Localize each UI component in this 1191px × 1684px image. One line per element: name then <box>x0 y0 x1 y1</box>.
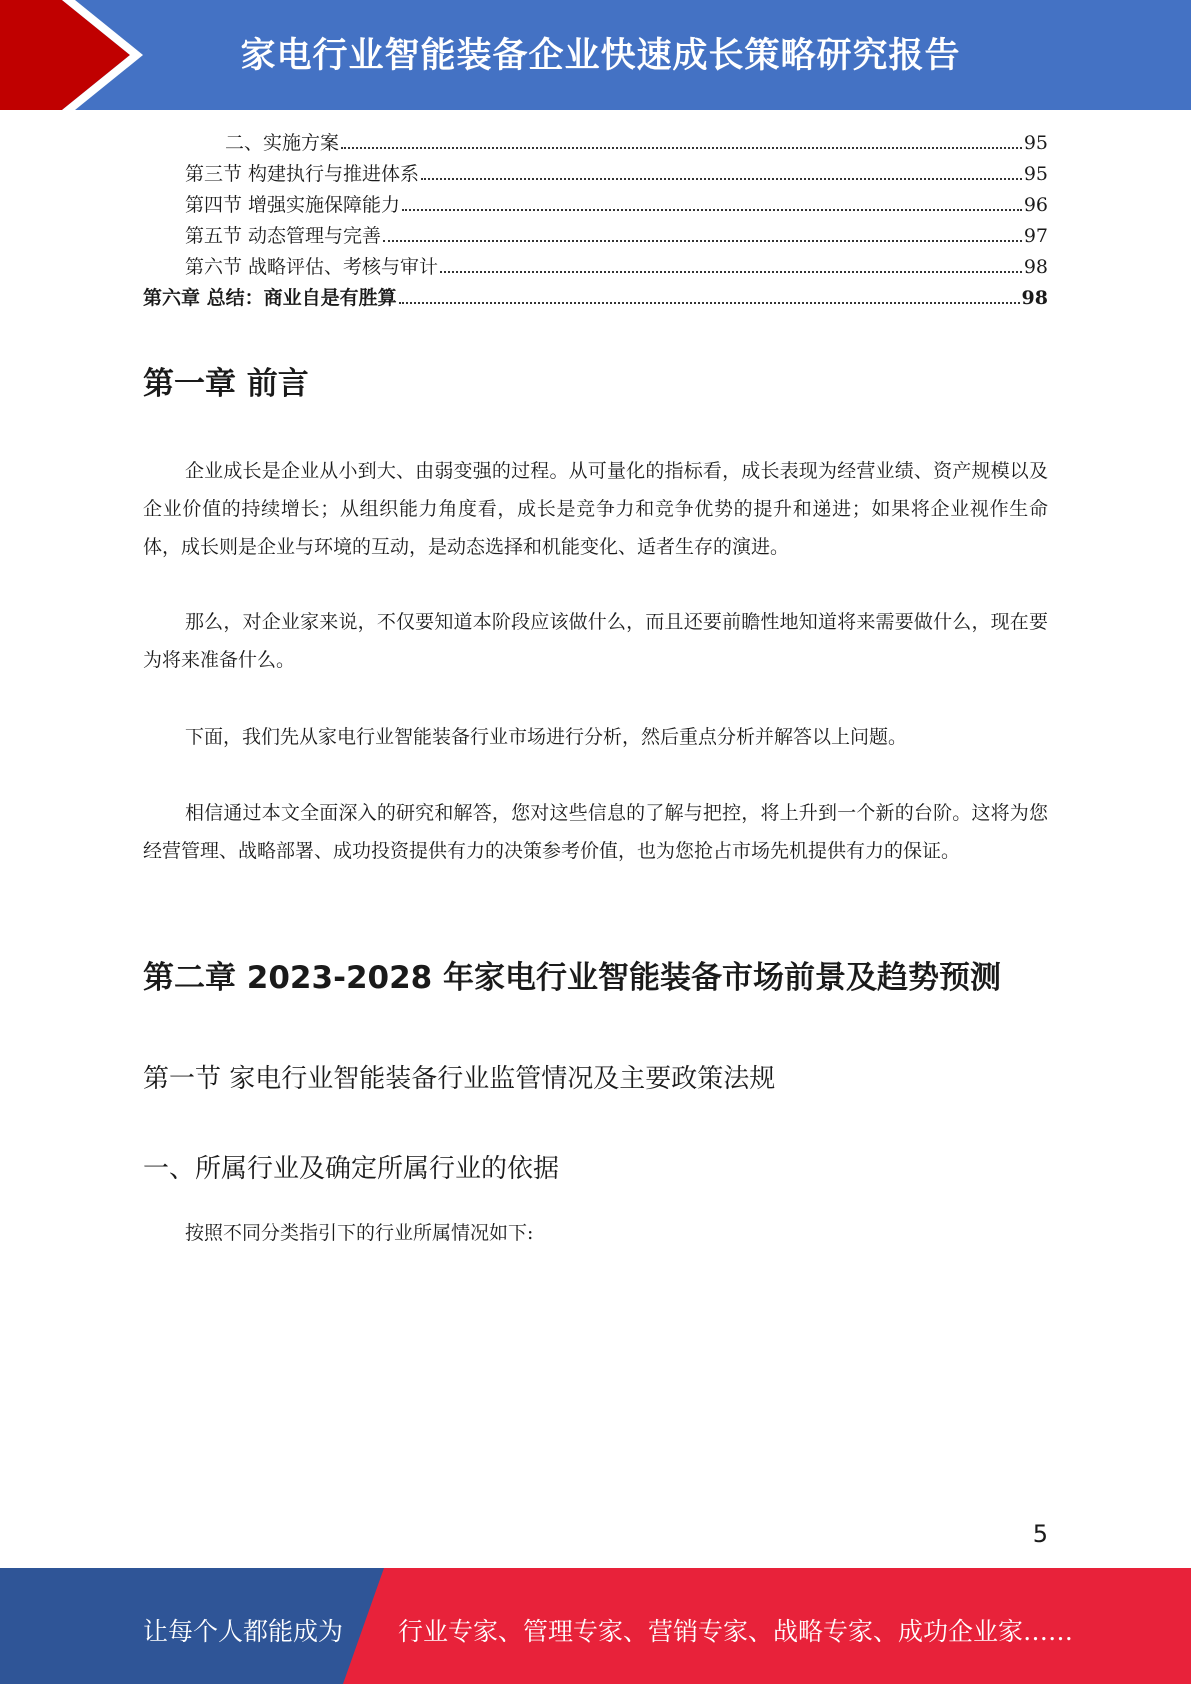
footer-slogan-left: 让每个人都能成为 <box>143 1617 344 1646</box>
toc-entry-label: 第五节 动态管理与完善 <box>185 225 382 247</box>
toc-entry-label: 第三节 构建执行与推进体系 <box>185 163 420 185</box>
toc-entry-page: 95 <box>1023 163 1048 185</box>
toc-entry-page: 98 <box>1021 287 1048 309</box>
paragraph: 相信通过本文全面深入的研究和解答，您对这些信息的了解与把控，将上升到一个新的台阶。这将为您经营管理、战略部署、成功投资提供有力的决策参考价值，也为您抢占市场先机提供有力的保证。 <box>143 802 1048 862</box>
chapter-heading: 第一章 前言 <box>143 366 309 402</box>
toc-entry-label: 第六章 总结：商业自是有胜算 <box>143 287 397 309</box>
toc-entry-page: 96 <box>1023 194 1048 216</box>
toc-entry-label: 第四节 增强实施保障能力 <box>185 194 401 216</box>
subsection-heading: 一、所属行业及确定所属行业的依据 <box>143 1154 560 1184</box>
toc-leader-dots <box>402 209 1022 211</box>
toc-entry[interactable] <box>143 190 1048 221</box>
toc-entry-page: 97 <box>1023 225 1048 247</box>
toc-entry[interactable] <box>143 252 1048 283</box>
section-heading: 第一节 家电行业智能装备行业监管情况及主要政策法规 <box>143 1064 776 1094</box>
page-footer <box>0 1568 1191 1684</box>
toc-leader-dots <box>341 147 1022 149</box>
toc-leader-dots <box>383 240 1022 242</box>
toc-entry-page: 95 <box>1023 132 1048 154</box>
toc-entry-page: 98 <box>1023 256 1048 278</box>
footer-slogan-right: 行业专家、管理专家、营销专家、战略专家、成功企业家…… <box>398 1617 1074 1646</box>
page-header <box>0 0 1191 110</box>
report-title: 家电行业智能装备企业快速成长策略研究报告 <box>240 36 961 76</box>
toc-entry[interactable] <box>143 159 1048 190</box>
paragraph: 下面，我们先从家电行业智能装备行业市场进行分析，然后重点分析并解答以上问题。 <box>185 726 908 748</box>
page-number: 5 <box>1032 1520 1048 1548</box>
paragraph: 那么，对企业家来说，不仅要知道本阶段应该做什么，而且还要前瞻性地知道将来需要做什么，现在要为将来准备什么。 <box>143 611 1048 671</box>
paragraph: 按照不同分类指引下的行业所属情况如下: <box>185 1222 534 1244</box>
toc-entry[interactable] <box>143 283 1048 314</box>
paragraph: 企业成长是企业从小到大、由弱变强的过程。从可量化的指标看，成长表现为经营业绩、资产规模以及企业价值的持续增长；从组织能力角度看，成长是竞争力和竞争优势的提升和递进；如果将企业视作生命体，成长则是企业与环境的互动，是动态选择和机能变化、适者生存的演进。 <box>143 460 1048 558</box>
toc-entry-label: 二、实施方案 <box>225 132 340 154</box>
toc-entry[interactable] <box>143 128 1048 159</box>
chapter-heading: 第二章 2023-2028 年家电行业智能装备市场前景及趋势预测 <box>143 960 1002 996</box>
toc-leader-dots <box>421 178 1022 180</box>
table-of-contents <box>143 128 1048 314</box>
toc-entry[interactable] <box>143 221 1048 252</box>
toc-leader-dots <box>399 302 1020 304</box>
toc-entry-label: 第六节 战略评估、考核与审计 <box>185 256 439 278</box>
toc-leader-dots <box>440 271 1022 273</box>
